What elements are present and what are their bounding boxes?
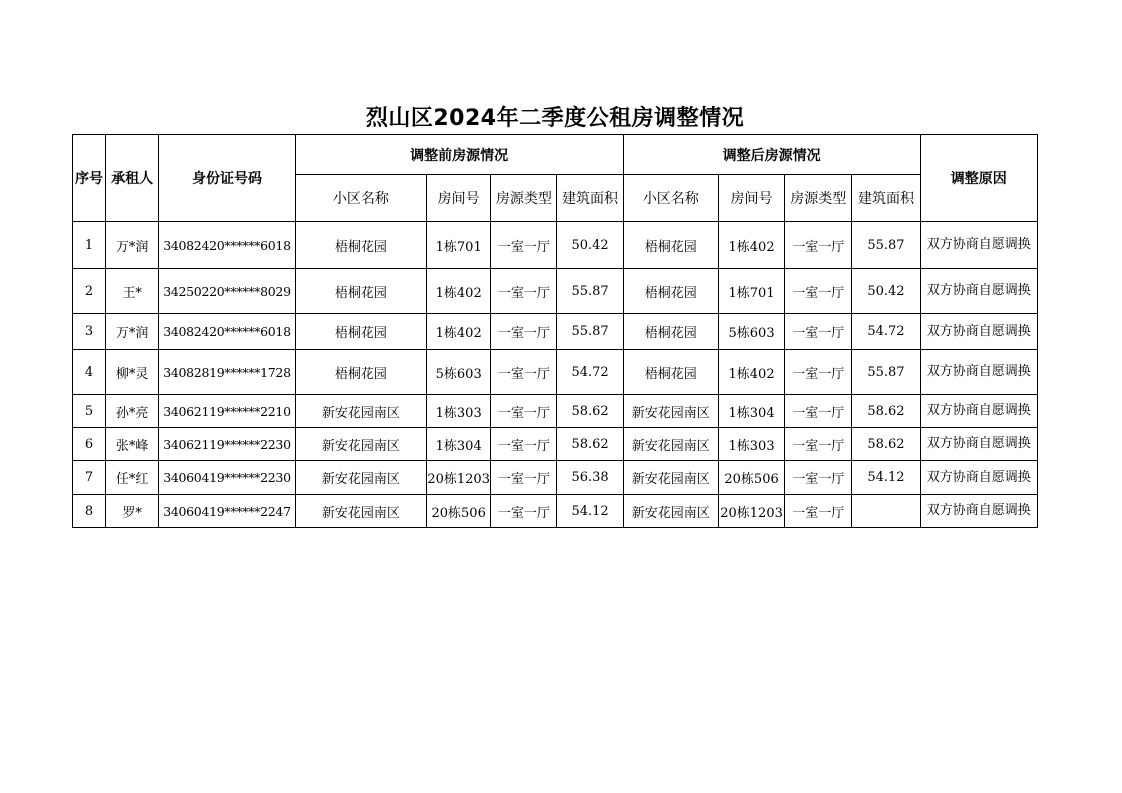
cell-seq: 6	[73, 428, 106, 461]
cell-tenant: 王*	[106, 269, 159, 314]
cell-after-type: 一室一厅	[785, 222, 852, 269]
cell-after-room: 1栋701	[718, 269, 784, 314]
cell-before-area: 58.62	[557, 395, 623, 428]
cell-before-type: 一室一厅	[491, 495, 557, 528]
header-after-room: 房间号	[718, 175, 784, 222]
table-row	[73, 269, 1038, 314]
cell-before-community: 新安花园南区	[295, 461, 426, 495]
cell-after-room: 20栋1203	[718, 495, 784, 528]
cell-before-community: 梧桐花园	[295, 314, 426, 350]
cell-before-area: 54.12	[557, 495, 623, 528]
cell-after-area	[852, 495, 920, 528]
cell-seq: 5	[73, 395, 106, 428]
cell-before-community: 新安花园南区	[295, 428, 426, 461]
cell-before-type: 一室一厅	[491, 461, 557, 495]
header-reason: 调整原因	[920, 135, 1037, 222]
cell-after-room: 1栋303	[718, 428, 784, 461]
cell-reason: 双方协商自愿调换	[920, 350, 1037, 395]
cell-before-type: 一室一厅	[491, 222, 557, 269]
cell-id-number: 34250220******8029	[159, 269, 295, 314]
cell-tenant: 罗*	[106, 495, 159, 528]
cell-after-area: 54.12	[852, 461, 920, 495]
cell-after-room: 5栋603	[718, 314, 784, 350]
cell-before-community: 梧桐花园	[295, 269, 426, 314]
cell-reason: 双方协商自愿调换	[920, 461, 1037, 495]
cell-before-room: 20栋506	[427, 495, 491, 528]
cell-after-community: 新安花园南区	[623, 428, 718, 461]
cell-after-type: 一室一厅	[785, 395, 852, 428]
cell-after-community: 梧桐花园	[623, 350, 718, 395]
cell-after-type: 一室一厅	[785, 314, 852, 350]
cell-before-room: 1栋402	[427, 314, 491, 350]
cell-reason: 双方协商自愿调换	[920, 314, 1037, 350]
table-row	[73, 461, 1038, 495]
header-id-number: 身份证号码	[159, 135, 295, 222]
cell-id-number: 34060419******2230	[159, 461, 295, 495]
header-after-type: 房源类型	[785, 175, 852, 222]
cell-before-type: 一室一厅	[491, 428, 557, 461]
cell-before-room: 1栋303	[427, 395, 491, 428]
cell-before-community: 梧桐花园	[295, 350, 426, 395]
cell-before-room: 20栋1203	[427, 461, 491, 495]
cell-seq: 1	[73, 222, 106, 269]
cell-id-number: 34082420******6018	[159, 222, 295, 269]
cell-id-number: 34082819******1728	[159, 350, 295, 395]
cell-id-number: 34060419******2247	[159, 495, 295, 528]
cell-before-type: 一室一厅	[491, 350, 557, 395]
cell-reason: 双方协商自愿调换	[920, 269, 1037, 314]
cell-after-community: 梧桐花园	[623, 314, 718, 350]
cell-before-community: 新安花园南区	[295, 495, 426, 528]
cell-after-type: 一室一厅	[785, 428, 852, 461]
header-before-room: 房间号	[427, 175, 491, 222]
cell-tenant: 万*润	[106, 314, 159, 350]
cell-after-type: 一室一厅	[785, 495, 852, 528]
cell-after-type: 一室一厅	[785, 350, 852, 395]
cell-seq: 7	[73, 461, 106, 495]
header-seq: 序号	[73, 135, 106, 222]
cell-before-area: 56.38	[557, 461, 623, 495]
cell-before-type: 一室一厅	[491, 314, 557, 350]
cell-after-community: 新安花园南区	[623, 395, 718, 428]
cell-reason: 双方协商自愿调换	[920, 395, 1037, 428]
housing-adjustment-table	[72, 134, 1038, 528]
cell-after-community: 新安花园南区	[623, 461, 718, 495]
cell-seq: 3	[73, 314, 106, 350]
cell-reason: 双方协商自愿调换	[920, 428, 1037, 461]
header-tenant: 承租人	[106, 135, 159, 222]
cell-after-area: 54.72	[852, 314, 920, 350]
cell-after-area: 50.42	[852, 269, 920, 314]
header-before-area: 建筑面积	[557, 175, 623, 222]
document-title: 烈山区2024年二季度公租房调整情况	[365, 106, 745, 131]
cell-before-area: 50.42	[557, 222, 623, 269]
cell-after-area: 55.87	[852, 222, 920, 269]
cell-after-community: 新安花园南区	[623, 495, 718, 528]
cell-tenant: 张*峰	[106, 428, 159, 461]
cell-before-community: 梧桐花园	[295, 222, 426, 269]
cell-reason: 双方协商自愿调换	[920, 495, 1037, 528]
cell-before-area: 58.62	[557, 428, 623, 461]
cell-id-number: 34082420******6018	[159, 314, 295, 350]
cell-id-number: 34062119******2230	[159, 428, 295, 461]
cell-before-room: 5栋603	[427, 350, 491, 395]
header-after-group: 调整后房源情况	[623, 135, 920, 175]
cell-after-room: 1栋402	[718, 350, 784, 395]
cell-before-room: 1栋701	[427, 222, 491, 269]
cell-tenant: 孙*亮	[106, 395, 159, 428]
cell-before-community: 新安花园南区	[295, 395, 426, 428]
cell-tenant: 任*红	[106, 461, 159, 495]
cell-tenant: 柳*灵	[106, 350, 159, 395]
cell-id-number: 34062119******2210	[159, 395, 295, 428]
cell-before-area: 55.87	[557, 269, 623, 314]
table-row	[73, 428, 1038, 461]
table-row	[73, 222, 1038, 269]
cell-before-room: 1栋402	[427, 269, 491, 314]
header-before-community: 小区名称	[295, 175, 426, 222]
cell-seq: 4	[73, 350, 106, 395]
table-row	[73, 350, 1038, 395]
cell-after-room: 20栋506	[718, 461, 784, 495]
table-row	[73, 314, 1038, 350]
cell-after-room: 1栋402	[718, 222, 784, 269]
table-row	[73, 495, 1038, 528]
header-before-type: 房源类型	[491, 175, 557, 222]
header-after-community: 小区名称	[623, 175, 718, 222]
cell-after-area: 58.62	[852, 395, 920, 428]
cell-reason: 双方协商自愿调换	[920, 222, 1037, 269]
cell-before-type: 一室一厅	[491, 269, 557, 314]
cell-before-area: 54.72	[557, 350, 623, 395]
cell-seq: 8	[73, 495, 106, 528]
cell-after-type: 一室一厅	[785, 269, 852, 314]
header-before-group: 调整前房源情况	[295, 135, 623, 175]
cell-seq: 2	[73, 269, 106, 314]
cell-after-room: 1栋304	[718, 395, 784, 428]
cell-before-type: 一室一厅	[491, 395, 557, 428]
cell-after-community: 梧桐花园	[623, 269, 718, 314]
cell-after-area: 58.62	[852, 428, 920, 461]
cell-before-area: 55.87	[557, 314, 623, 350]
cell-after-area: 55.87	[852, 350, 920, 395]
cell-before-room: 1栋304	[427, 428, 491, 461]
cell-tenant: 万*润	[106, 222, 159, 269]
cell-after-type: 一室一厅	[785, 461, 852, 495]
cell-after-community: 梧桐花园	[623, 222, 718, 269]
header-after-area: 建筑面积	[852, 175, 920, 222]
table-row	[73, 395, 1038, 428]
